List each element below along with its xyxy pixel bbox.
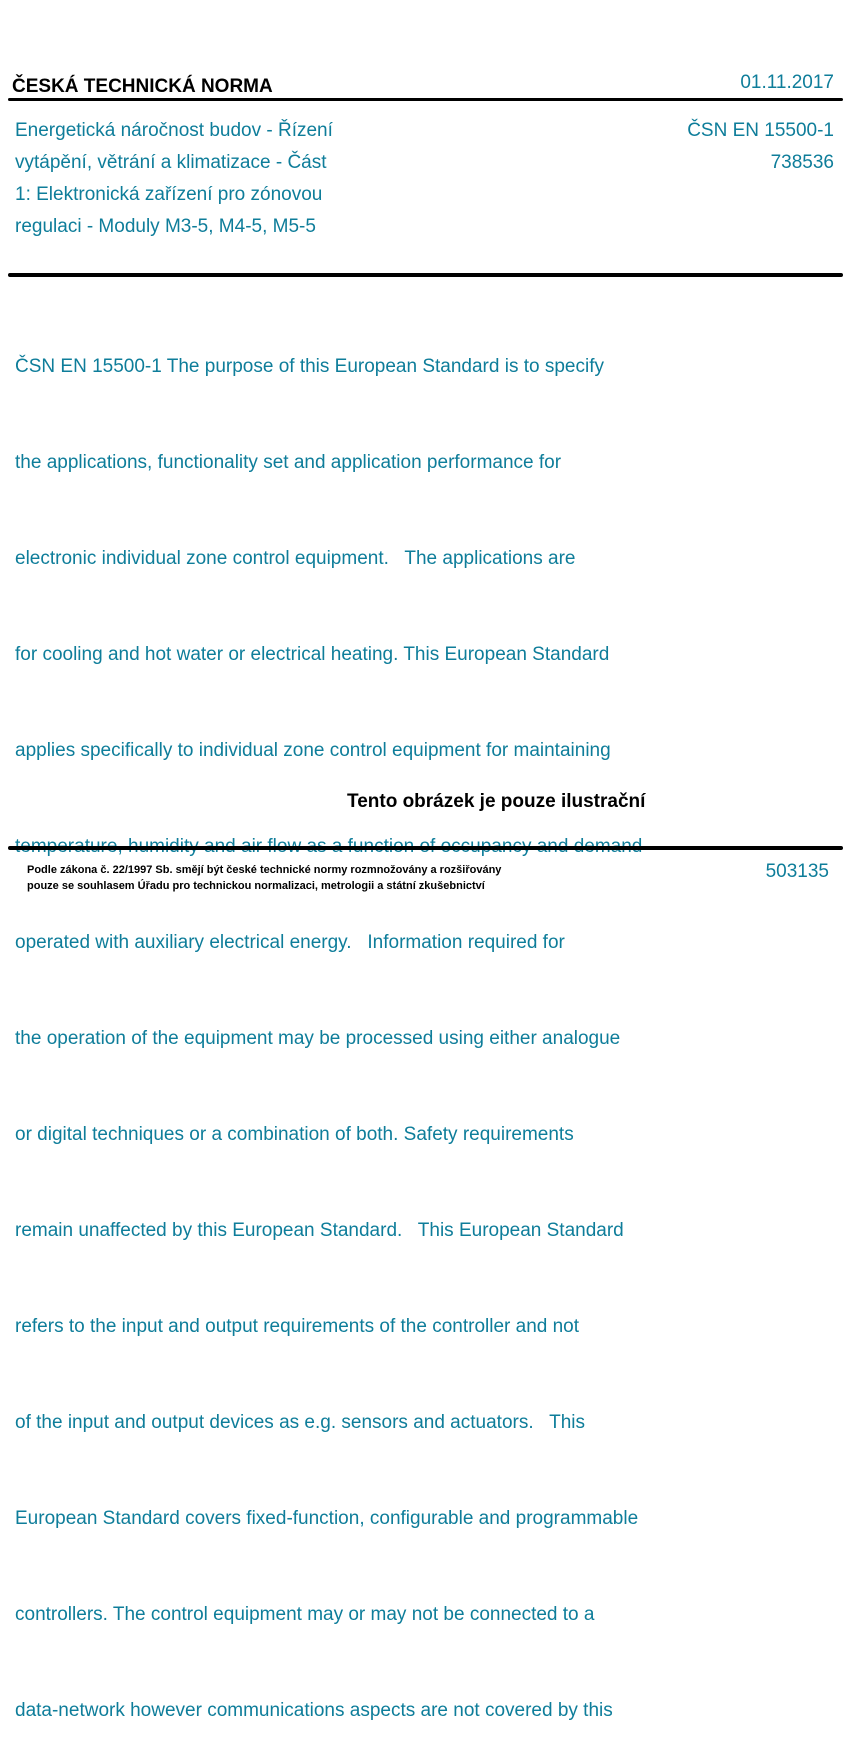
abstract-line: the applications, functionality set and application performance for bbox=[15, 452, 562, 473]
legal-notice-line: pouze se souhlasem Úřadu pro technickou normalizaci, metrologii a státní zkušebnictví bbox=[27, 880, 485, 892]
abstract-line: for cooling and hot water or electrical heating. This European Standard bbox=[15, 644, 610, 665]
abstract-text bbox=[15, 287, 642, 1759]
abstract-line: or digital techniques or a combination of both. Safety requirements bbox=[15, 1124, 574, 1145]
footer-divider bbox=[8, 846, 843, 850]
abstract-line: of the input and output devices as e.g. sensors and actuators. This bbox=[15, 1412, 585, 1433]
abstract-line: operated with auxiliary electrical energy. Information required for bbox=[15, 932, 565, 953]
legal-notice-line: Podle zákona č. 22/1997 Sb. smějí být české technické normy rozmnožovány a rozšiřovány bbox=[27, 864, 502, 876]
abstract-line: electronic individual zone control equipment. The applications are bbox=[15, 548, 576, 569]
document-codes bbox=[687, 115, 834, 179]
class-code: 738536 bbox=[770, 152, 834, 173]
abstract-line: ČSN EN 15500-1 The purpose of this European Standard is to specify bbox=[15, 356, 604, 377]
legal-notice bbox=[27, 862, 501, 894]
title-divider bbox=[8, 273, 843, 277]
document-title-line: Energetická náročnost budov - Řízení bbox=[15, 120, 333, 141]
standard-code: ČSN EN 15500-1 bbox=[687, 120, 834, 141]
abstract-line: European Standard covers fixed-function, configurable and programmable bbox=[15, 1508, 639, 1529]
standard-header-title: ČESKÁ TECHNICKÁ NORMA bbox=[12, 76, 273, 97]
document-title bbox=[15, 115, 333, 243]
abstract-line: the operation of the equipment may be processed using either analogue bbox=[15, 1028, 621, 1049]
document-title-line: vytápění, větrání a klimatizace - Část bbox=[15, 152, 327, 173]
document-title-line: 1: Elektronická zařízení pro zónovou bbox=[15, 184, 323, 205]
publication-date: 01.11.2017 bbox=[740, 72, 834, 93]
header-divider bbox=[8, 98, 843, 101]
document-title-line: regulaci - Moduly M3-5, M4-5, M5-5 bbox=[15, 216, 316, 237]
abstract-line: data-network however communications aspects are not covered by this bbox=[15, 1700, 613, 1721]
abstract-line: controllers. The control equipment may or may not be connected to a bbox=[15, 1604, 595, 1625]
abstract-line: applies specifically to individual zone control equipment for maintaining bbox=[15, 740, 611, 761]
footer-code: 503135 bbox=[765, 861, 829, 882]
abstract-line: remain unaffected by this European Standard. This European Standard bbox=[15, 1220, 624, 1241]
abstract-line: refers to the input and output requirements of the controller and not bbox=[15, 1316, 580, 1337]
illustration-note: Tento obrázek je pouze ilustrační bbox=[347, 791, 646, 812]
